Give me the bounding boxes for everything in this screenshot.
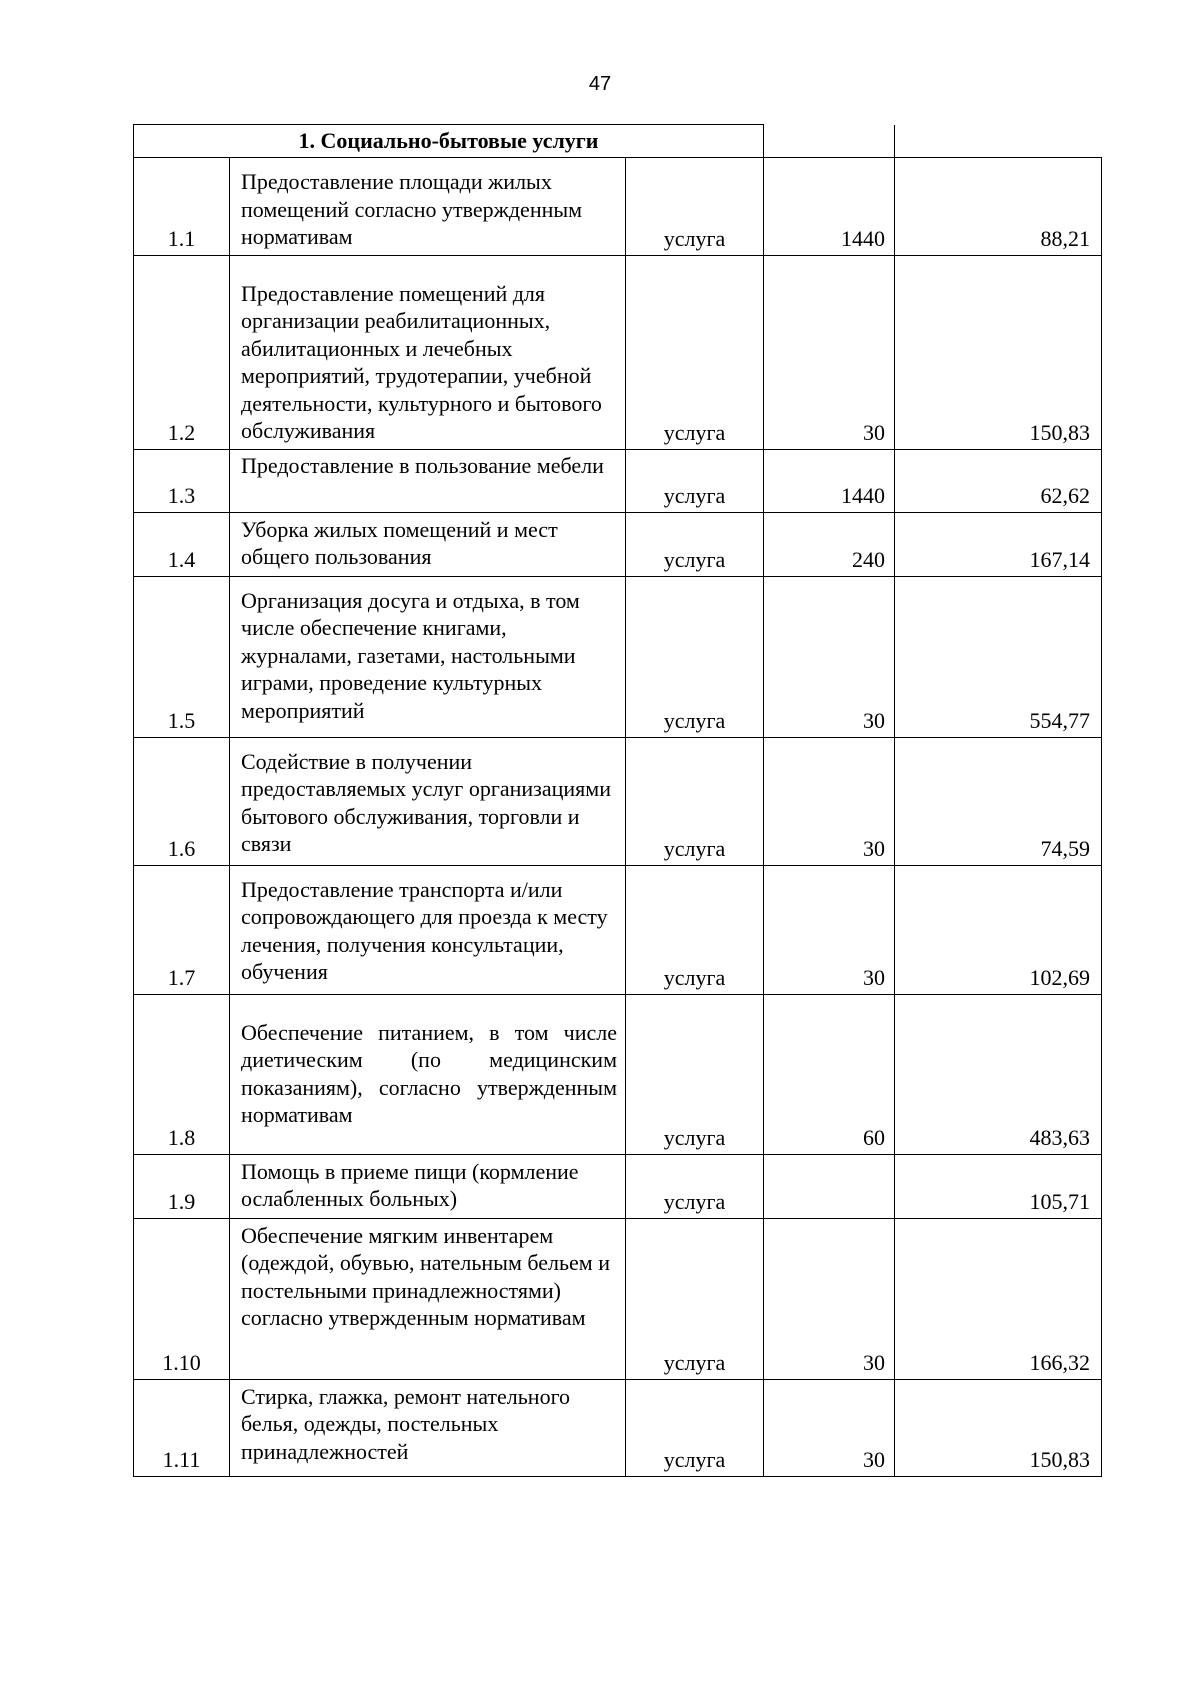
service-description: Предоставление в пользование мебели [230,449,626,512]
service-quantity: 30 [764,737,895,865]
header-blank-cell [764,125,895,158]
service-description: Организация досуга и отдыха, в том числе обеспечение книгами, журналами, газетами, настольными играми, проведение культурных мероприятий [230,576,626,737]
service-quantity [764,1154,895,1218]
row-number: 1.4 [134,512,230,576]
table-row [134,255,1102,449]
service-price: 167,14 [895,512,1102,576]
service-description: Стирка, глажка, ремонт нательного белья, одежды, постельных принадлежностей [230,1379,626,1476]
page-number: 47 [588,73,612,95]
service-quantity: 1440 [764,449,895,512]
service-unit: услуга [626,512,764,576]
header-blank-cell [895,125,1102,158]
service-unit: услуга [626,737,764,865]
table-row [134,158,1102,256]
service-quantity: 30 [764,576,895,737]
row-number: 1.6 [134,737,230,865]
table-row [134,512,1102,576]
service-quantity: 240 [764,512,895,576]
service-unit: услуга [626,158,764,256]
service-quantity: 30 [764,865,895,994]
service-price: 150,83 [895,255,1102,449]
service-quantity: 1440 [764,158,895,256]
service-price: 74,59 [895,737,1102,865]
table-row [134,865,1102,994]
service-unit: услуга [626,1154,764,1218]
row-number: 1.7 [134,865,230,994]
row-number: 1.2 [134,255,230,449]
service-description: Предоставление транспорта и/или сопровождающего для проезда к месту лечения, получения консультации, обучения [230,865,626,994]
row-number: 1.9 [134,1154,230,1218]
row-number: 1.3 [134,449,230,512]
service-description: Помощь в приеме пищи (кормление ослабленных больных) [230,1154,626,1218]
table-row [134,576,1102,737]
service-description: Обеспечение мягким инвентарем (одеждой, обувью, нательным бельем и постельными принадлежностями) согласно утвержденным нормативам [230,1218,626,1379]
service-price: 150,83 [895,1379,1102,1476]
table-row [134,1218,1102,1379]
service-unit: услуга [626,865,764,994]
service-price: 88,21 [895,158,1102,256]
service-description: Содействие в получении предоставляемых услуг организациями бытового обслуживания, торговли и связи [230,737,626,865]
service-unit: услуга [626,994,764,1154]
service-price: 105,71 [895,1154,1102,1218]
service-description: Предоставление площади жилых помещений согласно утвержденным нормативам [230,158,626,256]
service-quantity: 30 [764,1379,895,1476]
service-quantity: 30 [764,255,895,449]
row-number: 1.8 [134,994,230,1154]
table-row [134,737,1102,865]
service-description: Предоставление помещений для организации реабилитационных, абилитационных и лечебных мероприятий, трудотерапии, учебной деятельности, культурного и бытового обслуживания [230,255,626,449]
service-description: Обеспечение питанием, в том числе диетическим (по медицинским показаниям), согласно утвержденным нормативам [230,994,626,1154]
service-quantity: 60 [764,994,895,1154]
service-price: 102,69 [895,865,1102,994]
table-row [134,1154,1102,1218]
table-row [134,994,1102,1154]
section-title: 1. Социально-бытовые услуги [134,125,764,158]
service-unit: услуга [626,576,764,737]
service-unit: услуга [626,1379,764,1476]
row-number: 1.11 [134,1379,230,1476]
service-quantity: 30 [764,1218,895,1379]
service-price: 166,32 [895,1218,1102,1379]
row-number: 1.10 [134,1218,230,1379]
service-price: 62,62 [895,449,1102,512]
services-table [133,124,1102,1477]
table-row [134,449,1102,512]
service-description: Уборка жилых помещений и мест общего пользования [230,512,626,576]
service-price: 483,63 [895,994,1102,1154]
service-unit: услуга [626,255,764,449]
row-number: 1.5 [134,576,230,737]
section-header-row [134,125,1102,158]
service-unit: услуга [626,449,764,512]
row-number: 1.1 [134,158,230,256]
service-price: 554,77 [895,576,1102,737]
service-unit: услуга [626,1218,764,1379]
table-row [134,1379,1102,1476]
